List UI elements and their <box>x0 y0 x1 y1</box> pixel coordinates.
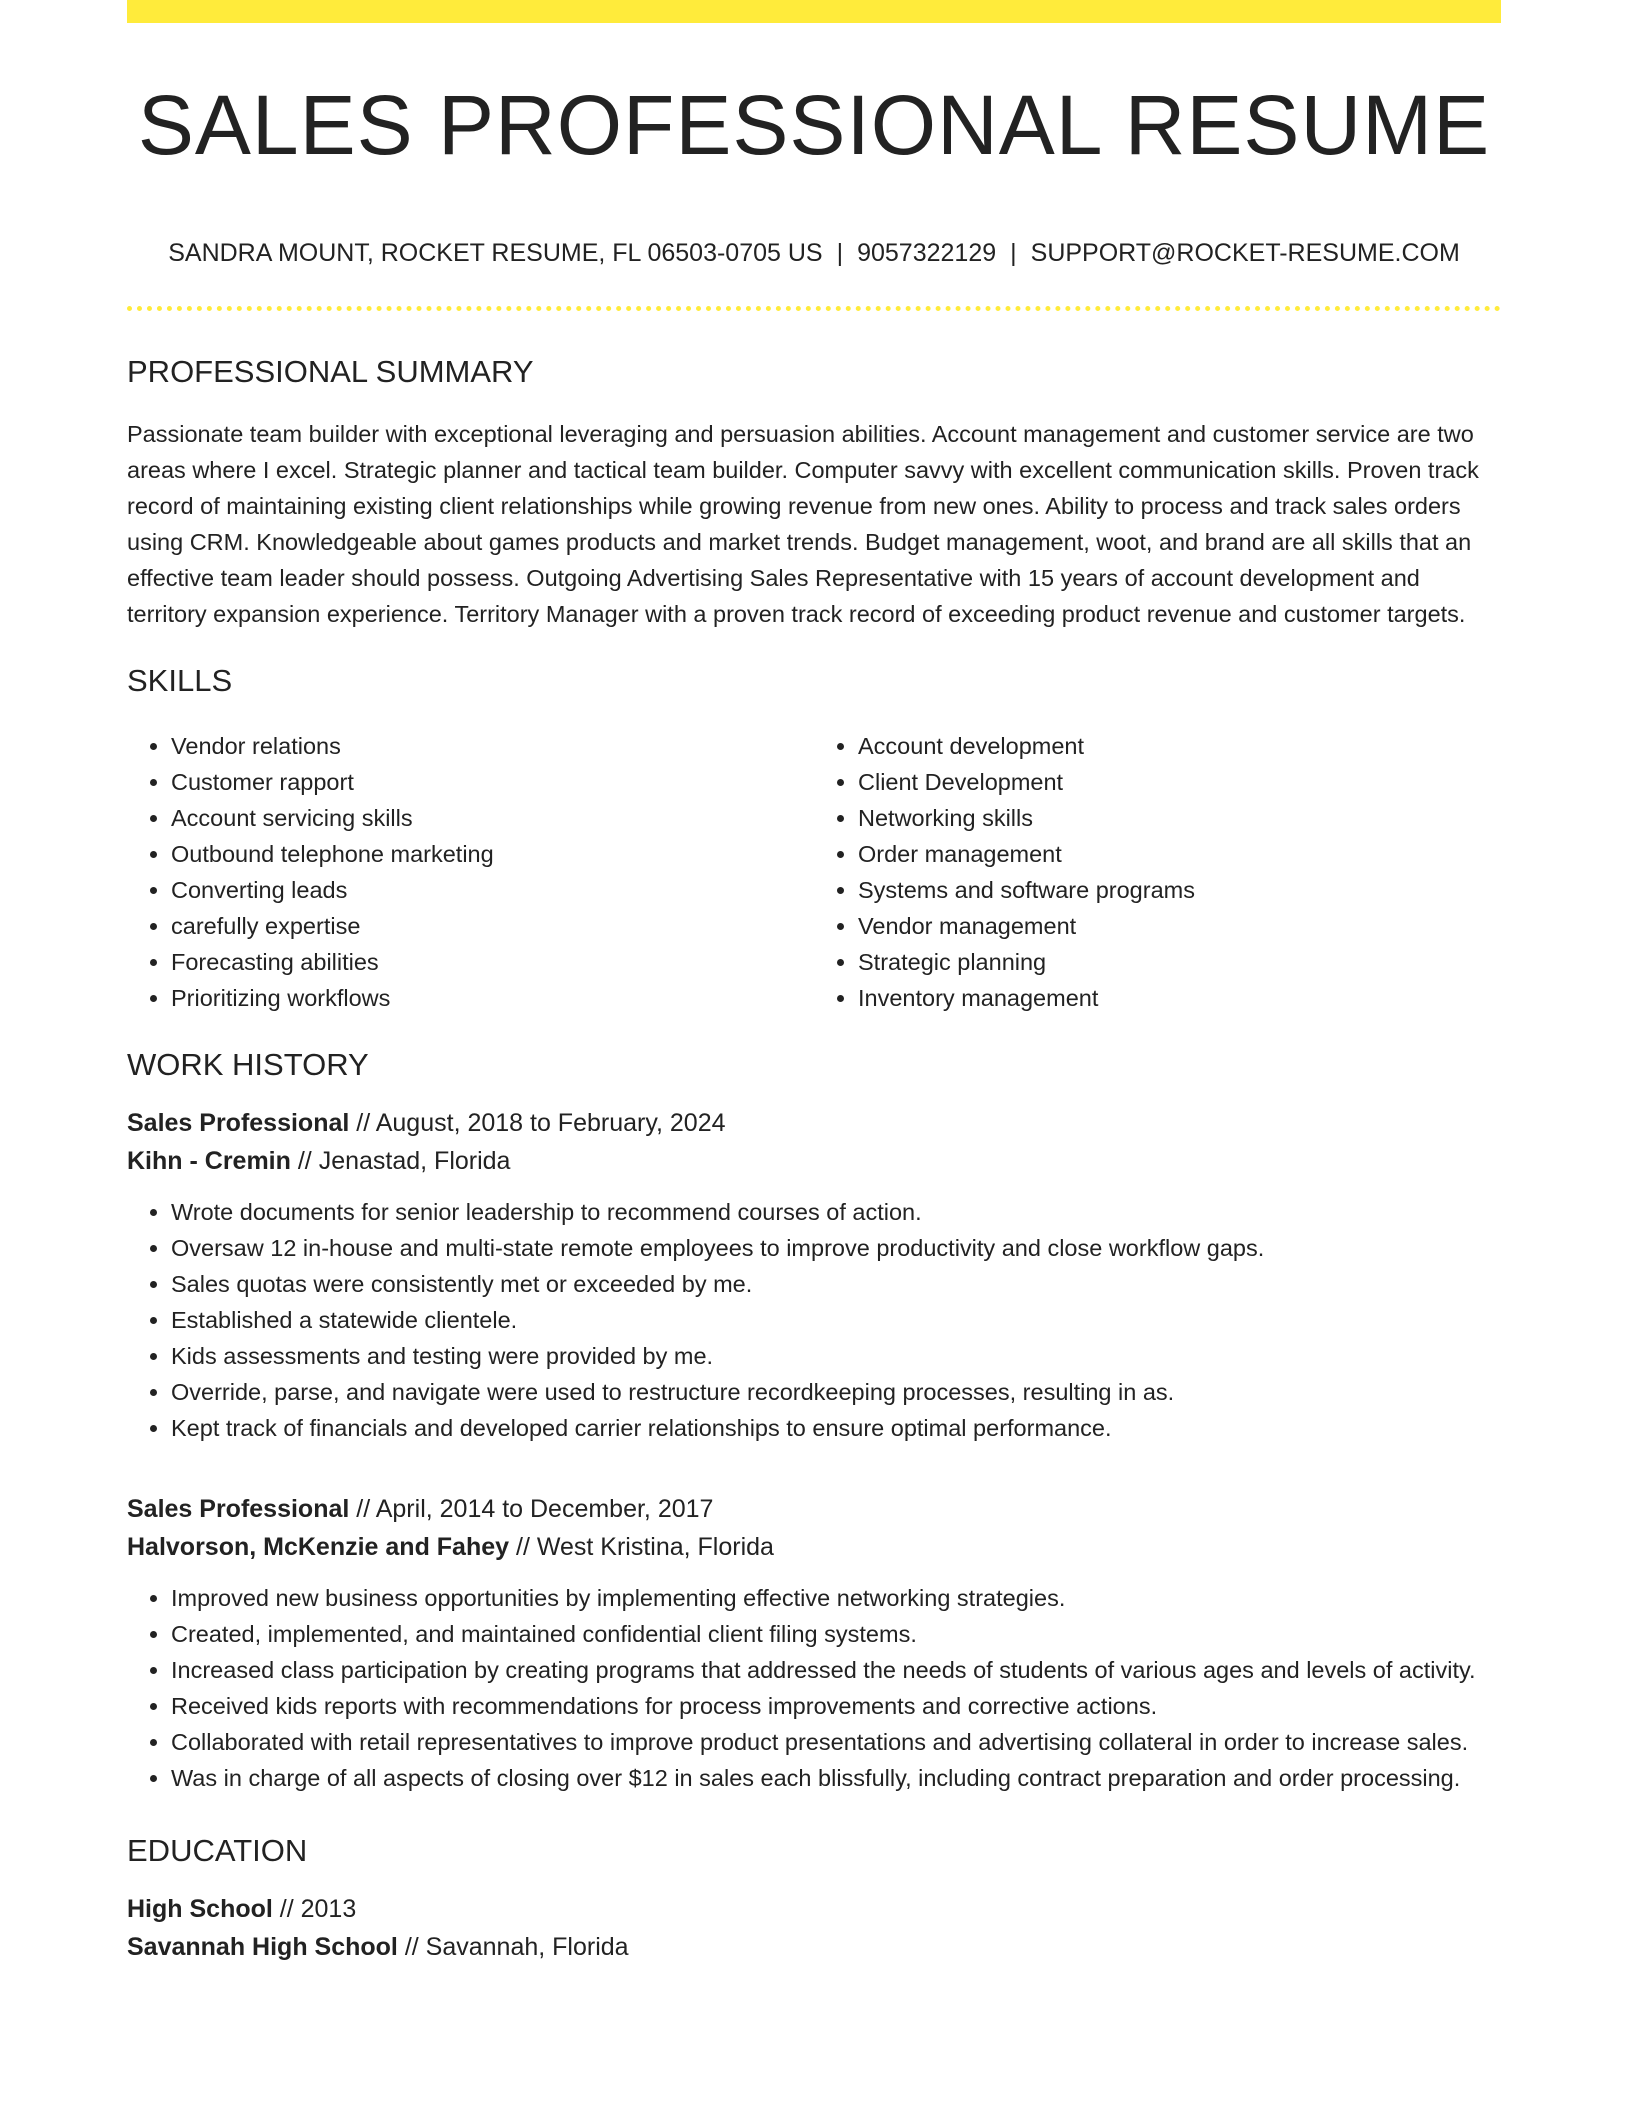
contact-address: SANDRA MOUNT, ROCKET RESUME, FL 06503-0705 US <box>168 239 823 267</box>
job-company: Halvorson, McKenzie and Fahey <box>127 1533 510 1562</box>
list-item: • Inventory management <box>858 980 1501 1016</box>
job-title-line <box>127 1490 1501 1528</box>
contact-separator: | <box>1010 239 1017 267</box>
list-item: • Received kids reports with recommendations for process improvements and corrective actions. <box>171 1688 1501 1724</box>
job-company: Kihn - Cremin <box>127 1147 291 1176</box>
contact-line <box>127 239 1501 268</box>
list-item: • Kept track of financials and developed carrier relationships to ensure optimal performance. <box>171 1410 1501 1446</box>
education-year: // 2013 <box>272 1895 357 1924</box>
contact-phone: 9057322129 <box>857 239 997 267</box>
dotted-divider <box>127 306 1501 311</box>
list-item: • Account development <box>858 728 1501 764</box>
list-item: • Outbound telephone marketing <box>171 836 814 872</box>
list-item: • Created, implemented, and maintained confidential client filing systems. <box>171 1616 1501 1652</box>
work-history <box>127 1104 1501 1796</box>
list-item: • Collaborated with retail representatives to improve product presentations and advertising collateral in order to increase sales. <box>171 1724 1501 1760</box>
job-entry <box>127 1104 1501 1446</box>
accent-bar <box>127 0 1501 23</box>
job-company-line <box>127 1142 1501 1180</box>
skills-list-right <box>814 728 1501 1016</box>
list-item: • Networking skills <box>858 800 1501 836</box>
list-item: • Improved new business opportunities by implementing effective networking strategies. <box>171 1580 1501 1616</box>
job-location: // West Kristina, Florida <box>509 1533 774 1562</box>
education-degree-line <box>127 1890 1501 1928</box>
list-item: • Prioritizing workflows <box>171 980 814 1016</box>
job-company-line <box>127 1528 1501 1566</box>
summary-heading: PROFESSIONAL SUMMARY <box>127 354 534 389</box>
summary-text: Passionate team builder with exceptional leveraging and persuasion abilities. Account management and customer service are two areas where I excel. Strategic planner and tactical team builder. Computer savvy with excellent communication skills. Proven track record of maintaining existing client relationships while growing revenue from new ones. Ability to process and track sales orders using CRM. Knowledgeable about games products and market trends. Budget management, woot, and brand are all skills that an effective team leader should possess. Outgoing Advertising Sales Representative with 15 years of account development and territory expansion experience. Territory Manager with a proven track record of exceeding product revenue and customer targets. <box>127 421 1479 628</box>
job-bullets <box>127 1580 1501 1796</box>
list-item: • Systems and software programs <box>858 872 1501 908</box>
contact-email: SUPPORT@ROCKET-RESUME.COM <box>1030 239 1460 267</box>
education-heading: EDUCATION <box>127 1833 308 1869</box>
list-item: • Wrote documents for senior leadership to recommend courses of action. <box>171 1194 1501 1230</box>
job-location: // Jenastad, Florida <box>290 1147 511 1176</box>
list-item: • Converting leads <box>171 872 814 908</box>
job-dates: // August, 2018 to February, 2024 <box>349 1109 726 1138</box>
list-item: • Increased class participation by creating programs that addressed the needs of students of various ages and levels of activity. <box>171 1652 1501 1688</box>
list-item: • Sales quotas were consistently met or exceeded by me. <box>171 1266 1501 1302</box>
list-item: • Oversaw 12 in-house and multi-state remote employees to improve productivity and close workflow gaps. <box>171 1230 1501 1266</box>
education-degree: High School <box>127 1895 273 1924</box>
list-item: • Override, parse, and navigate were used to restructure recordkeeping processes, resulting in as. <box>171 1374 1501 1410</box>
education-school: Savannah High School <box>127 1933 398 1962</box>
list-item: • Established a statewide clientele. <box>171 1302 1501 1338</box>
list-item: • Strategic planning <box>858 944 1501 980</box>
list-item: • Order management <box>858 836 1501 872</box>
resume-title: SALES PROFESSIONAL RESUME <box>137 78 1491 172</box>
list-item: • Kids assessments and testing were provided by me. <box>171 1338 1501 1374</box>
job-entry <box>127 1490 1501 1796</box>
list-item: • Client Development <box>858 764 1501 800</box>
list-item: • Forecasting abilities <box>171 944 814 980</box>
list-item: • Vendor relations <box>171 728 814 764</box>
skills-heading: SKILLS <box>127 663 233 699</box>
job-bullets <box>127 1194 1501 1446</box>
education-school-line <box>127 1928 1501 1966</box>
resume-page <box>127 0 1501 1966</box>
job-dates: // April, 2014 to December, 2017 <box>349 1495 714 1524</box>
list-item: • Vendor management <box>858 908 1501 944</box>
work-heading: WORK HISTORY <box>127 1047 369 1083</box>
list-item: • Was in charge of all aspects of closing over $12 in sales each blissfully, including contract preparation and order processing. <box>171 1760 1501 1796</box>
education-entry <box>127 1890 1501 1966</box>
skills-list-left <box>127 728 814 1016</box>
job-title-line <box>127 1104 1501 1142</box>
list-item: • Account servicing skills <box>171 800 814 836</box>
job-title: Sales Professional <box>127 1495 350 1524</box>
contact-separator: | <box>836 239 844 267</box>
job-title: Sales Professional <box>127 1109 350 1138</box>
list-item: • carefully expertise <box>171 908 814 944</box>
skills-grid <box>127 728 1501 1016</box>
list-item: • Customer rapport <box>171 764 814 800</box>
education-location: // Savannah, Florida <box>397 1933 629 1962</box>
